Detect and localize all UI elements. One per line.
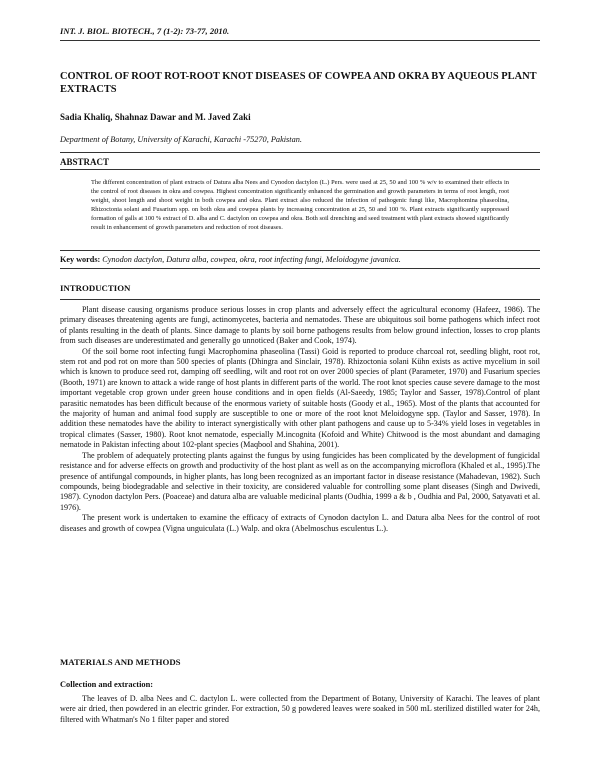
- collection-body: [60, 694, 540, 725]
- abstract-top-rule: [60, 152, 540, 153]
- introduction-heading: INTRODUCTION: [60, 283, 131, 293]
- intro-paragraph-2: Of the soil borne root infecting fungi Macrophomina phaseolina (Tassi) Goid is reported to produce charcoal rot, seedling blight, root rot, stem rot and pod rot on more than 500 species of plants (Dhingra and Sinclair, 1978). Rhizoctonia solani Kühn exists as active mycelium in soil which is known to produce seed rot, damping off seedling, wilt and root rot on over 2000 species of plant (Parameter, 1970) and Fusarium species (Booth, 1971) are known to attack a wide range of host plants in different parts of the world. The root knot species cause severe damage to the most important vegetable crop grown under green house conditions and in open fields (Al-Saeedy, 1985; Taylor and Sasser, 1978).Control of plant parasitic nematodes has been difficult because of the enormous variety of suitable hosts (Goody et al., 1965). Most of the plants that accounted for the majority of human and animal food supply are susceptible to one or more of the root knot Meloidogyne spp. (Taylor and Sasser, 1978). In addition these nematodes have the ability to interact synergistically with other plant pathogens and cause up to 5-34% yield loses in vegetables in tropical climates (Sasser, 1980). Root knot nematode, especially M.incognita (Kofoid and White) Chitwood is the most abundant and damaging nematode in Pakistan infecting about 102-plant species (Maqbool and Shahina, 2001).: [60, 346, 540, 450]
- author-list: Sadia Khaliq, Shahnaz Dawar and M. Javed Zaki: [60, 112, 251, 122]
- keywords-line: [60, 255, 540, 264]
- intro-paragraph-3: The problem of adequately protecting plants against the fungus by using fungicides has been complicated by the development of fungicidal resistance and for adverse effects on growth and productivity of the host plant as well as on the accompanying microflora (Khaled et al., 1995).The presence of antifungal compounds, in higher plants, has long been recognized as an important factor in disease resistance (Mahadevan, 1982). Such compounds, being biodegradable and selective in their toxicity, are considered valuable for controlling some plant diseases (Singh and Dwivedi, 1987). Cynodon dactylon Pers. (Poaceae) and datura alba are valuable medicinal plants (Oudhia, 1999 a & b , Oudhia and Pal, 2000, Satyavati et al. 1976).: [60, 450, 540, 512]
- keywords-bottom-rule: [60, 268, 540, 269]
- abstract-heading-rule: [60, 169, 540, 170]
- keywords-label: Key words:: [60, 255, 101, 264]
- abstract-heading: ABSTRACT: [60, 157, 110, 167]
- intro-paragraph-1: Plant disease causing organisms produce serious losses in crop plants and adversely effect the agricultural economy (Hafeez, 1986). The primary diseases threatening agents are fungi, actinomycetes, bacteria and nematodes. These are ubiquitous soil borne pathogens which infect root of plants resulting in the death of plants. Since damage to plants by soil borne pathogens results from below ground infection, losses to crop plants from such diseases are underestimated and generally go unnoticed (Baker and Cook, 1974).: [60, 305, 540, 346]
- abstract-body: The different concentration of plant extracts of Datura alba Nees and Cynodon dactylon (L.) Pers. were used at 25, 50 and 100 % w/v to examined their effects in the control of root diseases in okra and cowpea. Highest concentration significantly enhanced the germination and growth parameters in terms of root length, root weight, shoot length and shoot weight in both cowpea and okra. Plant extract also reduced the infection of pathogenic fungi like, Macrophomina phaseolina, Rhizoctonia solani and Fusarium spp. on both okra and cowpea plants by increasing concentration at 25, 50 and 100 %. Plant extracts significantly suppressed formation of galls at 100 % extract of D. alba and C. dactylon on cowpea and okra. Both soil drenching and seed treatment with plant extracts showed significantly result in enhancement of growth parameters and reduction of root diseases.: [91, 179, 509, 231]
- collection-subheading: Collection and extraction:: [60, 680, 154, 689]
- affiliation: Department of Botany, University of Karachi, Karachi -75270, Pakistan.: [60, 135, 302, 144]
- header-rule: [60, 40, 540, 41]
- keywords-text: Cynodon dactylon, Datura alba, cowpea, okra, root infecting fungi, Meloidogyne javanica.: [102, 255, 401, 264]
- collection-paragraph: The leaves of D. alba Nees and C. dactylon L. were collected from the Department of Botany, University of Karachi. The leaves of plant were air dried, then powdered in an electric grinder. For extraction, 50 g powdered leaves were soaked in 500 mL sterilized distilled water for 24h, filtered with Whatman's No 1 filter paper and stored: [60, 694, 540, 724]
- methods-heading: MATERIALS AND METHODS: [60, 657, 181, 667]
- intro-heading-rule: [60, 299, 540, 300]
- intro-paragraph-4: The present work is undertaken to examine the efficacy of extracts of Cynodon dactylon L. and Datura alba Nees for the control of root diseases and growth of cowpea (Vigna unguiculata (L.) Walp. and okra (Abelmoschus esculentus L.).: [60, 513, 540, 533]
- journal-header: INT. J. BIOL. BIOTECH., 7 (1-2): 73-77, 2010.: [60, 26, 230, 36]
- introduction-body: [60, 305, 540, 534]
- paper-title: CONTROL OF ROOT ROT-ROOT KNOT DISEASES OF COWPEA AND OKRA BY AQUEOUS PLANT EXTRACTS: [60, 71, 537, 95]
- keywords-top-rule: [60, 250, 540, 251]
